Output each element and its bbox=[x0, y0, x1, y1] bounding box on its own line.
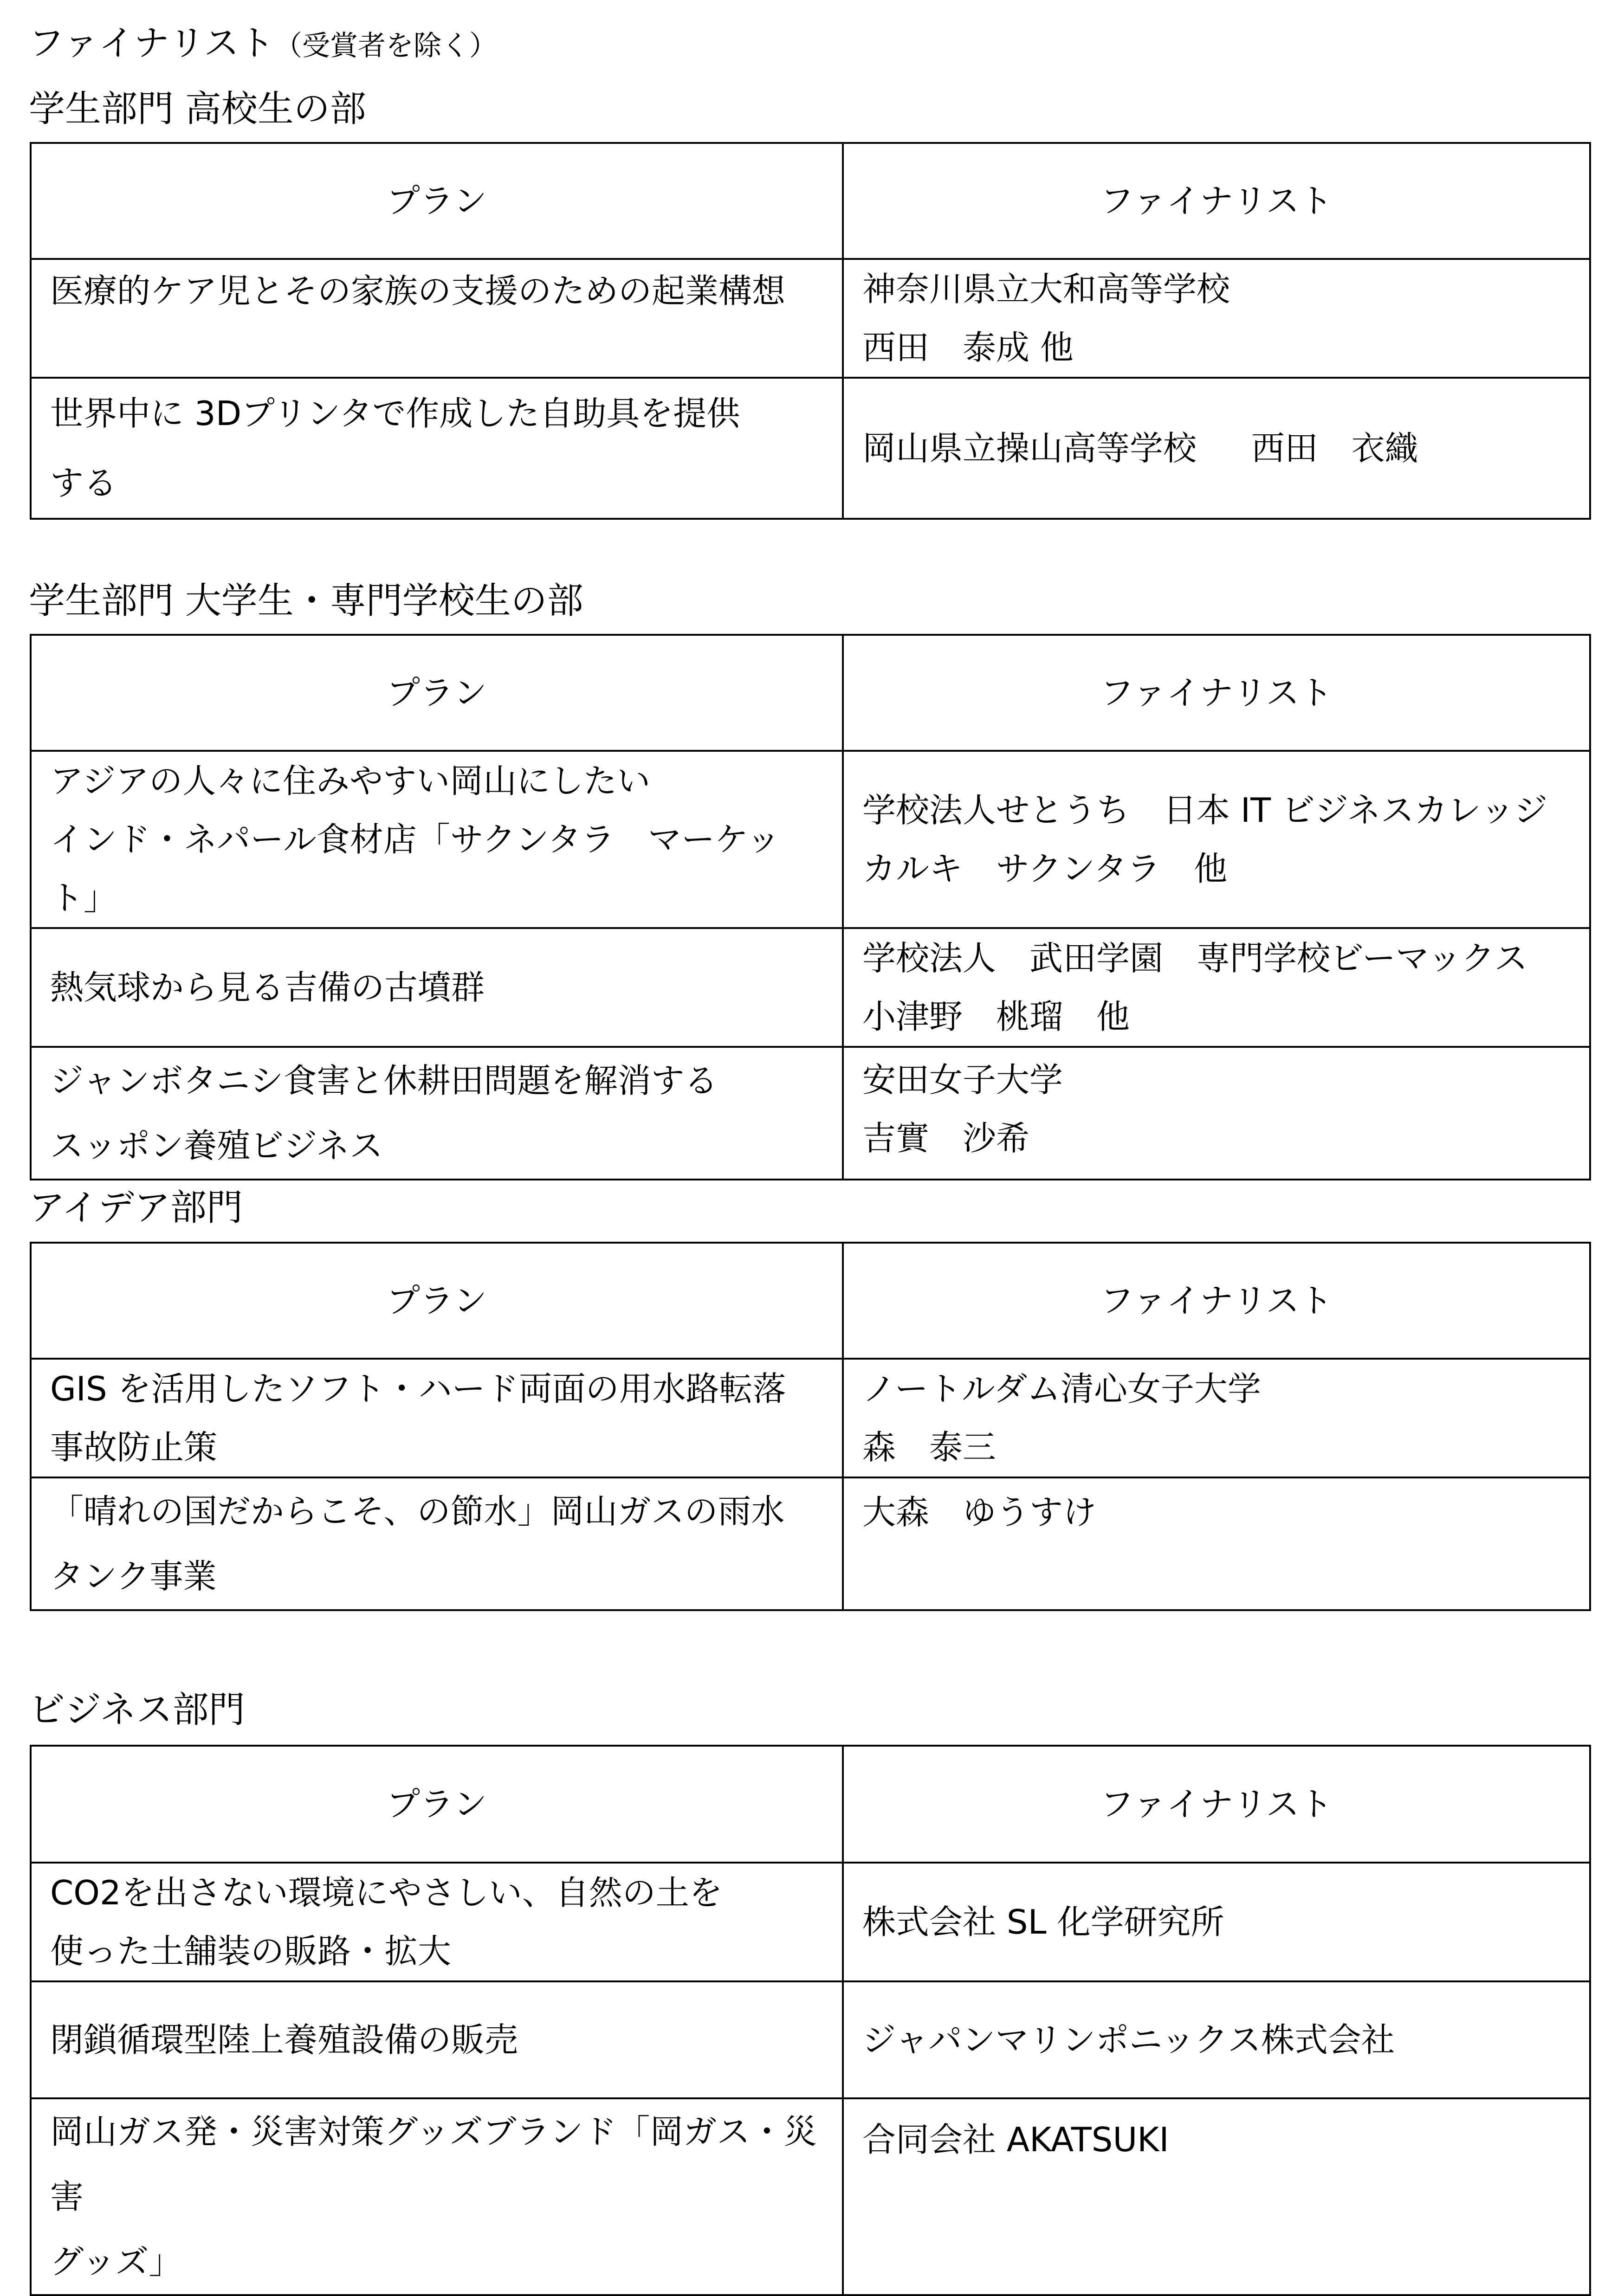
finalist-header: ファイナリスト bbox=[843, 1243, 1590, 1359]
plan-header: プラン bbox=[31, 143, 843, 259]
finalist-cell: 学校法人 武田学園 専門学校ビーマックス 小津野 桃瑠 他 bbox=[862, 939, 1528, 1036]
finalist-cell: 合同会社 AKATSUKI bbox=[862, 2120, 1169, 2159]
table-university bbox=[30, 634, 1591, 1180]
table-header-row bbox=[31, 1746, 1590, 1863]
plan-cell: 「晴れの国だからこそ、の節水」岡山ガスの雨水 タンク事業 bbox=[50, 1492, 785, 1596]
plan-cell: 岡山ガス発・災害対策グッズブランド「岡ガス・災害 グッズ」 bbox=[50, 2112, 817, 2281]
table-row bbox=[31, 2098, 1590, 2295]
table-header-row bbox=[31, 143, 1590, 259]
plan-cell: 熱気球から見る吉備の古墳群 bbox=[50, 968, 485, 1007]
table-row bbox=[31, 1981, 1590, 2098]
table-idea bbox=[30, 1242, 1591, 1611]
page-title bbox=[29, 18, 497, 71]
plan-cell: 世界中に 3Dプリンタで作成した自助具を提供 する bbox=[50, 394, 740, 503]
plan-header: プラン bbox=[31, 635, 843, 751]
section-heading-idea: アイデア部門 bbox=[29, 1187, 243, 1229]
plan-cell: CO2を出さない環境にやさしい、自然の土を 使った土舗装の販路・拡大 bbox=[50, 1873, 723, 1971]
table-row bbox=[31, 1863, 1590, 1981]
plan-cell: アジアの人々に住みやすい岡山にしたい インド・ネパール食材店「サクンタラ マーケット」 bbox=[50, 761, 780, 917]
finalist-cell: ノートルダム清心女子大学 森 泰三 bbox=[862, 1369, 1261, 1467]
plan-header: プラン bbox=[31, 1243, 843, 1359]
table-row bbox=[31, 1477, 1590, 1610]
table-row bbox=[31, 259, 1590, 378]
table-row bbox=[31, 378, 1590, 519]
finalist-header: ファイナリスト bbox=[843, 143, 1590, 259]
table-header-row bbox=[31, 635, 1590, 751]
table-row bbox=[31, 928, 1590, 1047]
table-row bbox=[31, 1359, 1590, 1477]
section-heading-university: 学生部門 大学生・専門学校生の部 bbox=[29, 580, 583, 622]
section-heading-business: ビジネス部門 bbox=[29, 1689, 245, 1731]
finalist-cell: 神奈川県立大和高等学校 西田 泰成 他 bbox=[862, 270, 1230, 367]
plan-header: プラン bbox=[31, 1746, 843, 1863]
section-heading-highschool: 学生部門 高校生の部 bbox=[29, 88, 366, 130]
title-note: （受賞者を除く） bbox=[274, 30, 497, 62]
finalist-cell: 株式会社 SL 化学研究所 bbox=[862, 1903, 1224, 1941]
table-row bbox=[31, 1047, 1590, 1180]
finalist-header: ファイナリスト bbox=[843, 1746, 1590, 1863]
finalist-cell: 大森 ゆうすけ bbox=[862, 1493, 1097, 1532]
finalist-cell: ジャパンマリンポニックス株式会社 bbox=[862, 2020, 1395, 2059]
table-highschool bbox=[30, 142, 1591, 520]
finalist-cell: 安田女子大学 吉實 沙希 bbox=[862, 1060, 1063, 1158]
finalist-cell: 岡山県立操山高等学校 西田 衣織 bbox=[862, 429, 1418, 468]
table-header-row bbox=[31, 1243, 1590, 1359]
table-business bbox=[30, 1745, 1591, 2296]
plan-cell: ジャンボタニシ食害と休耕田問題を解消する スッポン養殖ビジネス bbox=[50, 1061, 718, 1165]
table-row bbox=[31, 751, 1590, 928]
plan-cell: 閉鎖循環型陸上養殖設備の販売 bbox=[50, 2020, 518, 2059]
plan-cell: GIS を活用したソフト・ハード両面の用水路転落 事故防止策 bbox=[50, 1369, 786, 1467]
title-main: ファイナリスト bbox=[29, 22, 274, 64]
plan-cell: 医療的ケア児とその家族の支援のための起業構想 bbox=[50, 271, 786, 310]
finalist-header: ファイナリスト bbox=[843, 635, 1590, 751]
finalist-cell: 学校法人せとうち 日本 IT ビジネスカレッジ カルキ サクンタラ 他 bbox=[862, 791, 1548, 888]
